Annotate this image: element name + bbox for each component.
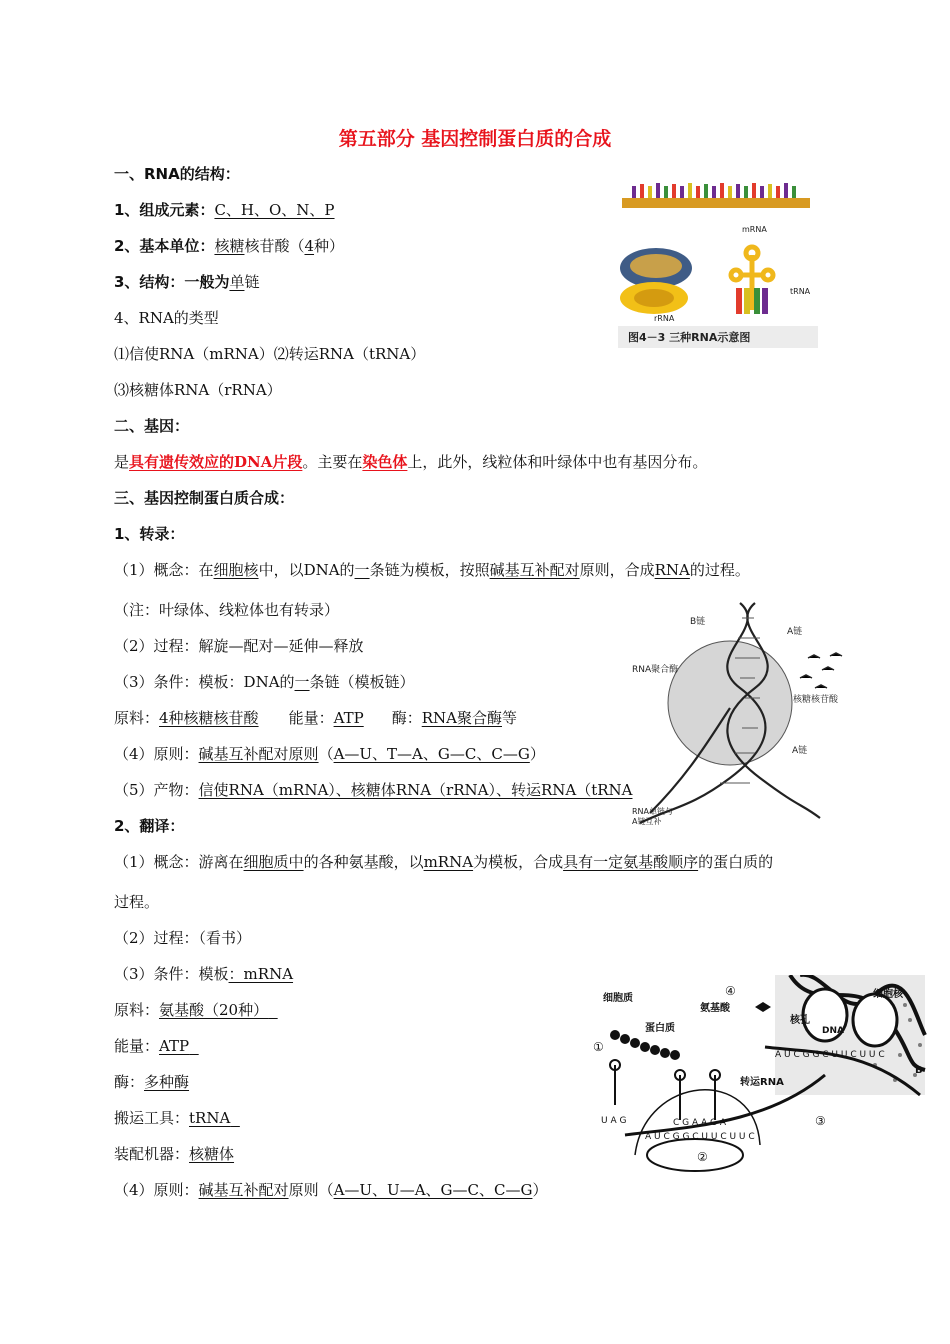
rcar-label: 搬运工具： [114,1109,190,1127]
translation-enzyme [114,1072,189,1092]
re-label: 能量： [114,1037,160,1055]
rc-c: 的各种氨基酸，以 [303,853,424,871]
nucleotide-label: 核糖核苷酸 [793,695,839,705]
rz-value: 多种酶 [144,1073,190,1091]
transcription-template [114,672,415,692]
rp-close: ） [532,1181,548,1199]
tp-close: ） [529,745,545,763]
three-rna-figure [612,180,824,350]
translation-carrier [114,1108,240,1128]
translation-concept-cont: 过程。 [114,893,160,911]
rm-label: 原料： [114,1001,160,1019]
re-atp: ATP [159,1037,190,1055]
rc-mrna: mRNA [423,853,474,871]
rna-polymerase-label: RNA聚合酶 [632,665,679,675]
marker-4: ④ [725,984,736,998]
b-label: B [915,1065,923,1076]
rz-label: 酶： [114,1073,145,1091]
tpr-label: （5）产物： [114,781,199,799]
tc-rna: RNA [654,561,690,579]
rcar-trna: tRNA [189,1109,231,1127]
rna-unit-line [114,236,344,256]
ribosome-shape [647,1139,743,1171]
gene-def-c: 。主要在 [302,453,363,471]
rc-g: 的蛋白质的 [698,853,774,871]
free-nucleotides [800,653,842,688]
rc-a: （1）概念：游离在 [114,853,244,871]
translation-heading: 2、翻译： [114,817,185,835]
protein-label: 蛋白质 [645,1023,675,1034]
transcription-materials [114,708,517,728]
rna-types-line: 4、RNA的类型 [114,309,219,327]
nucleus-label: 细胞核 [873,989,903,1000]
tc-a: （1）概念：在 [114,561,214,579]
tc-g: 原则，合成 [579,561,655,579]
rna-unit-count: 4 [304,237,315,255]
rmac-label: 装配机器： [114,1145,190,1163]
transcription-note: （注：叶绿体、线粒体也有转录） [114,601,340,619]
rna-structure-line [114,272,259,292]
tm-enzyme-label: 酶： [391,709,422,727]
rna-single-label-2: A链互补 [632,817,662,826]
tpr-products: 信使RNA（mRNA）、核糖体RNA（rRNA）、转运RNA（tRNA [198,781,633,799]
a-chain-top-label: A链 [787,627,803,637]
pore-label: 核孔 [790,1015,810,1026]
tm-enzyme: RNA聚合酶 [421,709,502,727]
dna-loop-2 [853,994,897,1046]
translation-machine [114,1144,234,1164]
rna-unit-label: 2、基本单位： [114,237,215,255]
tp-open: （ [318,745,334,763]
amino-acid-shape [755,1002,771,1012]
gene-def-a: 是 [114,453,130,471]
tt-c: 条链（模板链） [309,673,415,691]
marker-3: ③ [815,1114,826,1128]
rp-pairs: A—U、U—A、G—C、C—G [333,1181,533,1199]
rrna-shape [620,248,692,314]
translation-materials [114,1000,278,1020]
tm-atp: ATP [333,709,364,727]
transcription-products [114,780,632,800]
transcription-heading: 1、转录： [114,525,185,543]
rna-elements-line [114,200,335,220]
rc-order: 具有一定氨基酸顺序 [563,853,699,871]
rp-c: 原则（ [288,1181,334,1199]
mrna-seq-nucleus: A U C G G C U U C U U C [775,1050,885,1060]
translation-process: （2）过程：（看书） [114,929,252,947]
b-chain-label: B链 [690,617,706,627]
tt-a: （3）条件：模板：DNA的 [114,673,295,691]
rm-value: 氨基酸（20种） [159,1001,269,1019]
tm-nucleotides: 4种核糖核苷酸 [159,709,259,727]
rc-cytoplasm: 细胞质中 [243,853,304,871]
rna-structure-tail: 链 [244,273,260,291]
tc-one: 一 [354,561,370,579]
tt-one: 一 [294,673,310,691]
rna-unit-text: 核苷酸（ [244,237,305,255]
tm-etc: 等 [501,709,517,727]
rna-structure-label: 3、结构：一般为 [114,273,230,291]
rt-label: （3）条件：模板 [114,965,229,983]
marker-2: ② [697,1150,708,1164]
gene-def-key: 具有遗传效应的DNA片段 [129,453,303,471]
tc-nucleus: 细胞核 [213,561,259,579]
rt-mrna: ：mRNA [228,965,294,983]
trna-label: tRNA [790,287,811,296]
transcription-principle [114,744,545,764]
tc-e: 条链为模板，按照 [369,561,490,579]
rna-polymerase-shape [668,641,792,765]
tm-energy-label: 能量： [288,709,334,727]
rna-elements-label: 1、组成元素： [114,201,215,219]
rmac-ribosome: 核糖体 [189,1145,235,1163]
trna-shape [731,247,773,314]
gene-definition [114,452,707,472]
tp-pairs: A—U、T—A、G—C、C—G [333,745,530,763]
rrna-label: rRNA [654,314,675,323]
dna-label: DNA [822,1026,844,1036]
mrna-bases [632,183,796,198]
mrna-label: mRNA [742,225,767,234]
polypeptide-chain [610,1030,680,1060]
rna-single-label-1: RNA单链与 [632,807,674,816]
gene-def-chromosome: 染色体 [362,453,408,471]
section-rna-heading: 一、RNA的结构： [114,165,240,183]
codon-label: U A G [601,1116,627,1126]
rna-elements-value: C、H、O、N、P [214,201,335,219]
section-synthesis-heading: 三、基因控制蛋白质合成： [114,489,295,507]
mrna-strand [622,198,810,208]
translation-concept [114,852,773,872]
mrna-seq-cytoplasm: A U C G G C U U C U U C [645,1132,755,1142]
rna-unit-value: 核糖 [214,237,245,255]
transcription-concept [114,560,750,580]
rc-e: 为模板，合成 [473,853,564,871]
tp-label: （4）原则： [114,745,199,763]
rna-unit-tail: 种） [314,237,345,255]
tc-c: 中，以DNA的 [258,561,355,579]
transcription-process: （2）过程：解旋—配对—延伸—释放 [114,637,364,655]
tc-pairing: 碱基互补配对 [489,561,580,579]
marker-1: ① [593,1040,604,1054]
section-gene-heading: 二、基因： [114,417,190,435]
figure-caption: 图4－3 三种RNA示意图 [628,331,751,344]
translation-figure [585,975,930,1173]
rna-types-list-1: ⑴信使RNA（mRNA）⑵转运RNA（tRNA） [114,345,426,363]
tp-principle: 碱基互补配对原则 [198,745,319,763]
rp-label: （4）原则： [114,1181,199,1199]
anticodon-label: C G A A G A [673,1118,727,1128]
rna-types-list-2: ⑶核糖体RNA（rRNA） [114,381,282,399]
transcription-figure [630,598,860,828]
translation-principle [114,1180,547,1200]
tc-i: 的过程。 [689,561,750,579]
translation-energy [114,1036,199,1056]
trna-label: 转运RNA [740,1077,784,1088]
rp-pairing: 碱基互补配对 [198,1181,289,1199]
cytoplasm-label: 细胞质 [603,993,633,1004]
tm-label: 原料： [114,709,160,727]
page-title: 第五部分 基因控制蛋白质的合成 [338,128,612,150]
translation-template [114,964,293,984]
gene-def-e: 上，此外，线粒体和叶绿体中也有基因分布。 [407,453,708,471]
a-chain-label: A链 [792,746,808,756]
amino-acid-label: 氨基酸 [700,1003,730,1014]
rna-structure-value: 单 [229,273,245,291]
